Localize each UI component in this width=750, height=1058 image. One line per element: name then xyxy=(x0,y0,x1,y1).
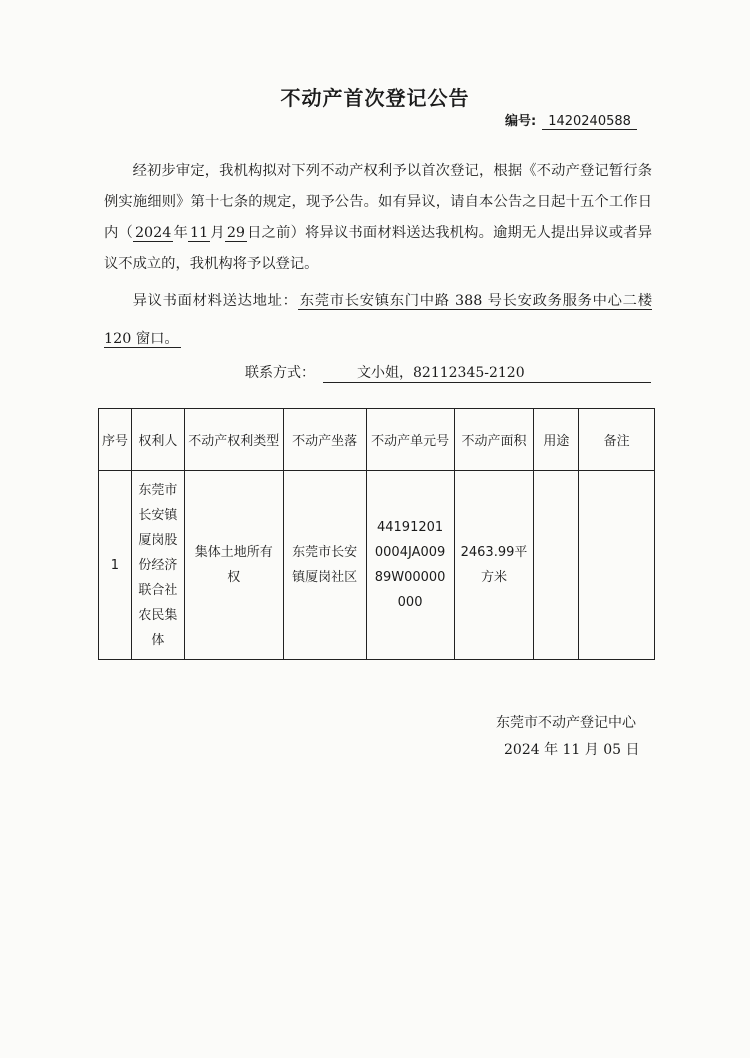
cell-holder xyxy=(131,471,184,660)
cell-area xyxy=(454,471,534,660)
table-row xyxy=(99,471,655,660)
signature-block xyxy=(496,710,640,764)
contact-label: 联系方式： xyxy=(245,365,315,381)
header-area: 不动产面积 xyxy=(454,409,534,471)
notice-text-d: 日之前）将异议书面材料送达我机构。逾期无人提出异议或者异议不成立的，我机构将予以登记。 xyxy=(104,225,653,272)
cell-unit-number xyxy=(366,471,454,660)
header-holder: 权利人 xyxy=(131,409,184,471)
contact-info xyxy=(245,362,651,383)
header-right-type: 不动产权利类型 xyxy=(184,409,283,471)
document-number-label: 编号: xyxy=(505,114,537,129)
contact-value: 文小姐，82112345-2120 xyxy=(323,362,651,383)
header-remarks: 备注 xyxy=(579,409,655,471)
property-table xyxy=(98,408,655,660)
cell-right-type xyxy=(184,471,283,660)
header-usage: 用途 xyxy=(534,409,579,471)
cell-area-text: 2463.99平方米 xyxy=(460,545,528,585)
header-location: 不动产坐落 xyxy=(283,409,366,471)
deadline-year: 2024 xyxy=(134,225,172,241)
notice-text-b: 年 xyxy=(173,225,188,241)
notice-text-c: 月 xyxy=(210,225,225,241)
cell-holder-text: 东莞市长安镇厦岗股份经济联合社农民集体 xyxy=(138,482,178,648)
document-number xyxy=(505,110,637,130)
issue-date: 2024 年 11 月 05 日 xyxy=(504,742,640,758)
document-number-value: 1420240588 xyxy=(542,114,637,130)
page-title: 不动产首次登记公告 xyxy=(280,86,470,110)
cell-location xyxy=(283,471,366,660)
issuing-organization: 东莞市不动产登记中心 xyxy=(496,715,636,731)
header-index: 序号 xyxy=(99,409,132,471)
deadline-month: 11 xyxy=(189,225,209,241)
cell-location-text: 东莞市长安镇厦岗社区 xyxy=(292,545,358,585)
notice-text-a: 经初步审定，我机构拟对下列不动产权利予以首次登记，根据《不动产登记暂行条例实施细则》第十七条的规定，现予公告。如有异议，请自本公告之日起十五个工作日内（ xyxy=(104,163,652,241)
objection-address xyxy=(104,282,652,358)
cell-remarks xyxy=(579,471,655,660)
table-header-row xyxy=(99,409,655,471)
cell-right-type-text: 集体土地所有权 xyxy=(194,545,273,585)
objection-address-label: 异议书面材料送达地址： xyxy=(132,293,298,309)
cell-unit-number-text: 441912010004JA00989W00000000 xyxy=(374,520,446,610)
notice-paragraph xyxy=(104,156,652,280)
cell-usage xyxy=(534,471,579,660)
objection-address-value: 东莞市长安镇东门中路 388 号长安政务服务中心二楼 120 窗口。 xyxy=(104,293,652,347)
header-unit-number: 不动产单元号 xyxy=(366,409,454,471)
deadline-day: 29 xyxy=(226,225,246,241)
cell-index: 1 xyxy=(99,471,132,660)
